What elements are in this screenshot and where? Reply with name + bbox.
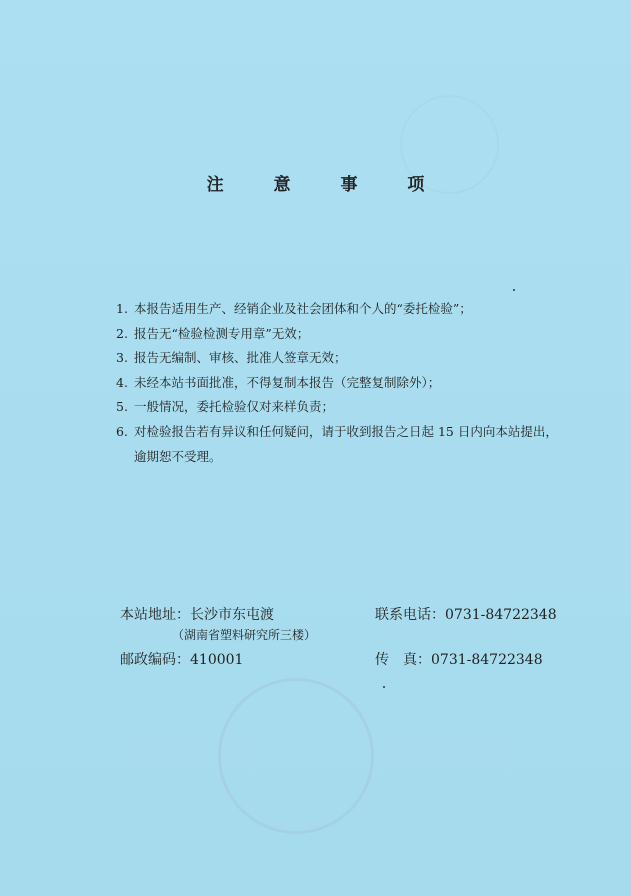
note-item: [116, 395, 596, 420]
note-item: [116, 371, 596, 396]
note-number: 6.: [116, 423, 128, 439]
note-number: 3.: [116, 350, 128, 366]
fax-line: [375, 649, 543, 669]
note-text: 未经本站书面批准，不得复制本报告（完整复制除外）；: [134, 374, 441, 390]
note-number: 2.: [116, 325, 128, 341]
notes-list: [116, 297, 596, 469]
address-sub: （湖南省塑料研究所三楼）: [172, 628, 317, 642]
phone-value: 0731-84722348: [445, 607, 557, 623]
note-number: 5.: [116, 399, 128, 415]
note-text: 对检验报告若有异议和任何疑问，请于收到报告之日起 15 日内向本站提出，逾期恕不受理。: [134, 423, 558, 464]
postcode-value: 410001: [190, 652, 244, 668]
note-item: [116, 322, 596, 347]
speck: [513, 289, 515, 291]
note-text: 本报告适用生产、经销企业及社会团体和个人的“委托检验”；: [134, 301, 472, 316]
address-value: 长沙市东屯渡: [190, 607, 274, 623]
note-item: [116, 297, 596, 322]
postcode-label: 邮政编码：: [120, 652, 190, 668]
note-text: 报告无编制、审核、批准人签章无效；: [134, 350, 347, 366]
page-title: 注 意 事 项: [206, 175, 447, 195]
address-line: [120, 604, 274, 624]
fax-value: 0731-84722348: [431, 652, 543, 668]
note-number: 1.: [116, 301, 128, 316]
note-item: [116, 420, 566, 469]
phone-line: [375, 604, 557, 624]
address-label: 本站地址：: [120, 607, 190, 623]
phone-label: 联系电话：: [375, 607, 445, 623]
speck: [383, 686, 385, 688]
note-number: 4.: [116, 374, 128, 390]
fax-label: 传 真：: [375, 652, 431, 668]
note-text: 报告无“检验检测专用章”无效；: [134, 325, 310, 341]
note-item: [116, 346, 596, 371]
faint-seal-bottom: [218, 678, 374, 834]
postcode-line: [120, 649, 243, 669]
note-text: 一般情况，委托检验仅对来样负责；: [134, 399, 335, 415]
